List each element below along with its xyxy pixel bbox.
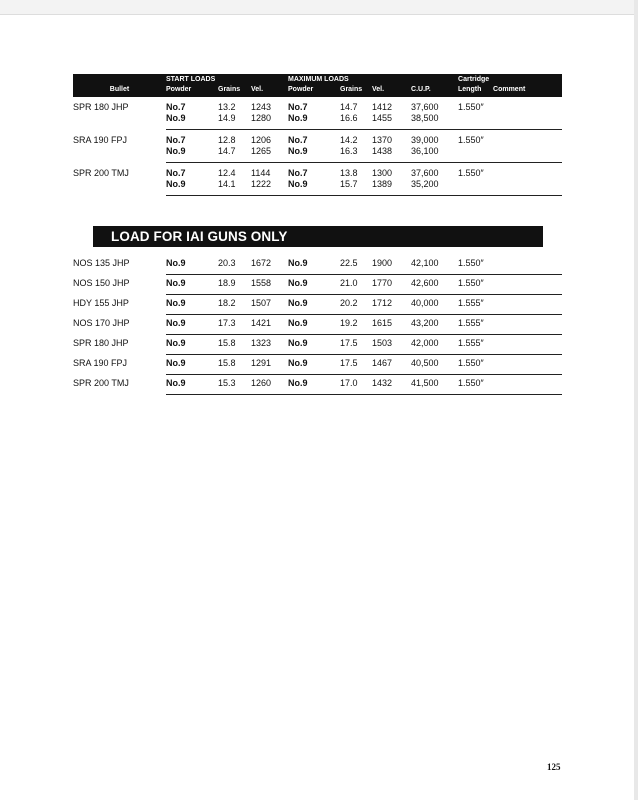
grains-max-cell: 17.0: [340, 375, 372, 395]
grains-start-cell: 20.3: [218, 255, 251, 275]
powder-start-cell: No.9: [166, 179, 218, 196]
iai-table-body: [73, 255, 562, 395]
vel-max-cell: 1300: [372, 168, 393, 178]
vel-start-cell: 1222: [251, 179, 288, 196]
comment-cell: [493, 375, 562, 395]
grains-start-cell: 12.8: [218, 135, 236, 145]
powder-start-cell: No.9: [166, 315, 218, 335]
grains-start-cell: 14.7: [218, 146, 251, 163]
cup-cell: 40,500: [411, 355, 458, 375]
length-cell: 1.555″: [458, 315, 493, 335]
vel-start-cell: 1672: [251, 255, 288, 275]
powder-max-cell: No.9: [288, 335, 340, 355]
powder-start-cell: No.9: [166, 375, 218, 395]
comment-cell: [493, 275, 562, 295]
cartridge-header: Cartridge: [458, 74, 562, 84]
length-cell: 1.555″: [458, 335, 493, 355]
grains-max-cell: 14.7: [340, 102, 358, 112]
comment-cell: [493, 163, 562, 180]
vel-start-header: Vel.: [251, 84, 288, 97]
bullet-cell: SPR 200 TMJ: [73, 167, 129, 178]
table-row: [73, 335, 562, 355]
cup-cell: 42,600: [411, 275, 458, 295]
vel-start-cell: 1280: [251, 113, 288, 130]
grains-start-cell: 15.8: [218, 335, 251, 355]
cup-cell: 41,500: [411, 375, 458, 395]
powder-start-cell: No.7: [166, 135, 186, 145]
vel-max-cell: 1615: [372, 315, 411, 335]
bullet-cell: SPR 180 JHP: [73, 102, 129, 112]
vel-max-cell: 1432: [372, 375, 411, 395]
cup-cell: 38,500: [411, 113, 458, 130]
powder-start-header: Powder: [166, 84, 218, 97]
load-group: [73, 163, 562, 196]
vel-start-cell: 1323: [251, 335, 288, 355]
comment-cell: [493, 97, 562, 113]
table-row: [73, 146, 562, 163]
grains-max-cell: 22.5: [340, 255, 372, 275]
vel-max-cell: 1370: [372, 135, 393, 145]
powder-max-cell: No.9: [288, 275, 340, 295]
cup-cell: 42,000: [411, 335, 458, 355]
table-row: [73, 113, 562, 130]
powder-max-cell: No.7: [288, 135, 308, 145]
table-row: [73, 97, 562, 113]
grains-start-cell: 17.3: [218, 315, 251, 335]
vel-start-cell: 1421: [251, 315, 288, 335]
grains-start-cell: 12.4: [218, 168, 236, 178]
table-row: [73, 295, 562, 315]
powder-max-cell: No.9: [288, 295, 340, 315]
powder-start-cell: No.9: [166, 113, 218, 130]
table-row: [73, 179, 562, 196]
table-row: [73, 163, 562, 180]
powder-start-cell: No.9: [166, 355, 218, 375]
load-group: [73, 130, 562, 163]
comment-cell: [493, 130, 562, 147]
grains-max-cell: 14.2: [340, 135, 358, 145]
cup-cell: 39,000: [411, 135, 439, 145]
vel-start-cell: 1291: [251, 355, 288, 375]
comment-cell: [493, 255, 562, 275]
vel-start-cell: 1265: [251, 146, 288, 163]
grains-max-cell: 20.2: [340, 295, 372, 315]
start-loads-header: START LOADS: [166, 74, 288, 84]
vel-start-cell: 1206: [251, 135, 272, 145]
powder-max-cell: No.7: [288, 168, 308, 178]
length-cell: 1.550″: [458, 102, 484, 112]
table-row: [73, 375, 562, 395]
grains-max-cell: 15.7: [340, 179, 372, 196]
powder-max-cell: No.9: [288, 355, 340, 375]
bullet-cell: NOS 135 JHP: [73, 258, 130, 268]
length-header: Length: [458, 84, 493, 97]
bullet-cell: SRA 190 FPJ: [73, 357, 128, 368]
powder-start-cell: No.9: [166, 295, 218, 315]
bullet-cell: SPR 180 JHP: [73, 337, 129, 348]
comment-cell: [493, 355, 562, 375]
bullet-cell: SRA 190 FPJ: [73, 134, 128, 145]
vel-max-header: Vel.: [372, 84, 411, 97]
vel-start-cell: 1558: [251, 275, 288, 295]
grains-start-cell: 15.8: [218, 355, 251, 375]
page-right-edge: [634, 0, 638, 800]
grains-max-cell: 16.6: [340, 113, 372, 130]
powder-max-cell: No.9: [288, 255, 340, 275]
table-row: [73, 255, 562, 275]
vel-start-cell: 1260: [251, 375, 288, 395]
cup-cell: 40,000: [411, 295, 458, 315]
grains-max-cell: 17.5: [340, 355, 372, 375]
cup-cell: 36,100: [411, 146, 458, 163]
comment-header: Comment: [493, 84, 562, 97]
page-number: 125: [547, 762, 561, 772]
powder-max-cell: No.9: [288, 375, 340, 395]
iai-load-table: [73, 255, 562, 395]
vel-max-cell: 1412: [372, 102, 393, 112]
powder-max-cell: No.9: [288, 179, 340, 196]
powder-start-cell: No.9: [166, 146, 218, 163]
vel-start-cell: 1144: [251, 168, 271, 178]
grains-max-cell: 19.2: [340, 315, 372, 335]
grains-max-cell: 17.5: [340, 335, 372, 355]
powder-start-cell: No.7: [166, 102, 186, 112]
cup-cell: 37,600: [411, 102, 439, 112]
vel-max-cell: 1770: [372, 275, 411, 295]
page-top-edge: [0, 0, 638, 15]
table-row: [73, 130, 562, 147]
vel-max-cell: 1455: [372, 113, 411, 130]
grains-start-cell: 13.2: [218, 102, 236, 112]
iai-guns-banner: LOAD FOR IAI GUNS ONLY: [93, 226, 543, 247]
table-row: [73, 275, 562, 295]
powder-start-cell: No.9: [166, 335, 218, 355]
powder-max-header: Powder: [288, 84, 340, 97]
maximum-loads-header: MAXIMUM LOADS: [288, 74, 411, 84]
grains-max-cell: 16.3: [340, 146, 372, 163]
vel-start-cell: 1243: [251, 102, 272, 112]
load-data-table: [73, 74, 562, 196]
load-group: [73, 97, 562, 130]
grains-start-cell: 18.2: [218, 295, 251, 315]
powder-max-cell: No.9: [288, 315, 340, 335]
powder-start-cell: No.9: [166, 255, 218, 275]
bullet-cell: SPR 200 TMJ: [73, 377, 129, 388]
vel-max-cell: 1467: [372, 355, 411, 375]
table-row: [73, 355, 562, 375]
vel-max-cell: 1503: [372, 335, 411, 355]
cup-cell: 35,200: [411, 179, 458, 196]
table-row: [73, 315, 562, 335]
grains-max-cell: 13.8: [340, 168, 358, 178]
grains-start-cell: 14.1: [218, 179, 251, 196]
cup-cell: 37,600: [411, 168, 439, 178]
length-cell: 1.550″: [458, 355, 493, 375]
cup-cell: 43,200: [411, 315, 458, 335]
bullet-cell: NOS 150 JHP: [73, 277, 130, 288]
comment-cell: [493, 335, 562, 355]
grains-start-cell: 15.3: [218, 375, 251, 395]
powder-max-cell: No.7: [288, 102, 308, 112]
length-cell: 1.550″: [458, 255, 493, 275]
powder-max-cell: No.9: [288, 113, 340, 130]
length-cell: 1.550″: [458, 275, 493, 295]
bullet-cell: HDY 155 JHP: [73, 297, 129, 308]
vel-max-cell: 1712: [372, 295, 411, 315]
comment-cell: [493, 295, 562, 315]
vel-max-cell: 1900: [372, 255, 411, 275]
cup-header: C.U.P.: [411, 84, 458, 97]
length-cell: 1.550″: [458, 135, 484, 145]
bullet-cell: NOS 170 JHP: [73, 317, 130, 328]
vel-start-cell: 1507: [251, 295, 288, 315]
bullet-header: Bullet: [73, 84, 166, 97]
powder-start-cell: No.9: [166, 275, 218, 295]
powder-start-cell: No.7: [166, 168, 186, 178]
grains-start-cell: 18.9: [218, 275, 251, 295]
grains-max-cell: 21.0: [340, 275, 372, 295]
grains-start-cell: 14.9: [218, 113, 251, 130]
table-header: [73, 74, 562, 97]
length-cell: 1.550″: [458, 168, 484, 178]
vel-max-cell: 1389: [372, 179, 411, 196]
vel-max-cell: 1438: [372, 146, 411, 163]
comment-cell: [493, 315, 562, 335]
length-cell: 1.550″: [458, 375, 493, 395]
grains-start-header: Grains: [218, 84, 251, 97]
grains-max-header: Grains: [340, 84, 372, 97]
powder-max-cell: No.9: [288, 146, 340, 163]
cup-cell: 42,100: [411, 255, 458, 275]
length-cell: 1.555″: [458, 295, 493, 315]
